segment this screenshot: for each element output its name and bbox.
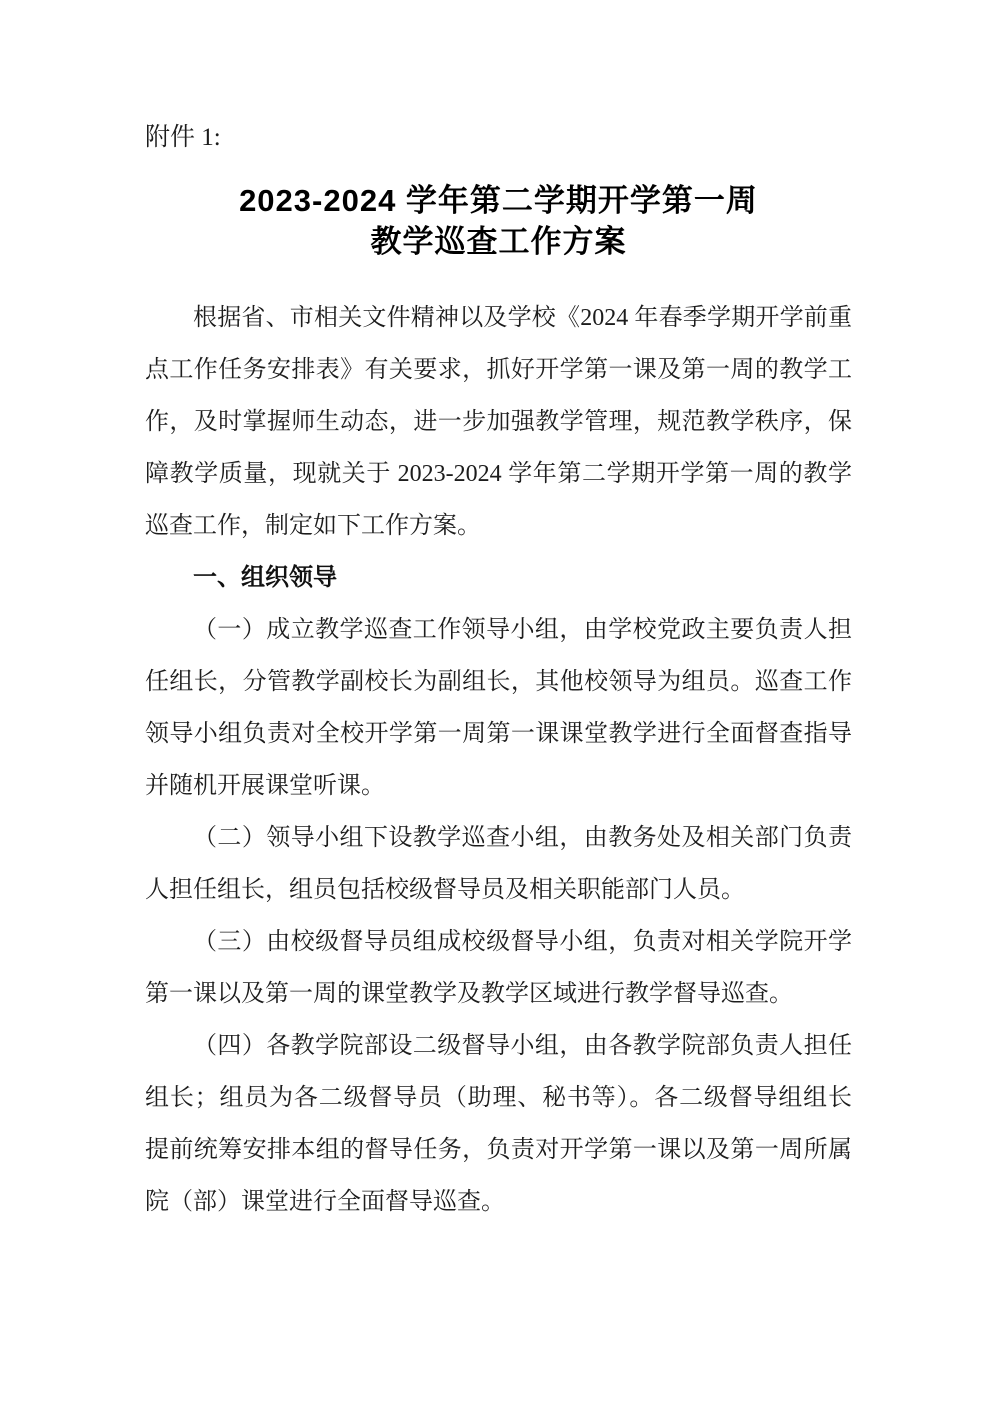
attachment-label: 附件 1:: [145, 124, 221, 151]
section-heading-organization: 一、组织领导: [193, 565, 337, 591]
title-line-2: 教学巡查工作方案: [370, 224, 627, 259]
section-item-3: （三）由校级督导员组成校级督导小组，负责对相关学院开学第一课以及第一周的课堂教学及教学区域进行教学督导巡查。: [145, 929, 852, 1007]
title-line-1: 2023-2024 学年第二学期开学第一周: [239, 183, 758, 218]
section-item-2: （二）领导小组下设教学巡查小组，由教务处及相关部门负责人担任组长，组员包括校级督导员及相关职能部门人员。: [145, 825, 852, 903]
document-title: [145, 180, 852, 262]
intro-paragraph: 根据省、市相关文件精神以及学校《2024 年春季学期开学前重点工作任务安排表》有关要求，抓好开学第一课及第一周的教学工作，及时掌握师生动态，进一步加强教学管理，规范教学秩序，保障教学质量，现就关于 2023-2024 学年第二学期开学第一周的教学巡查工作，制定如下工作方案。: [145, 305, 852, 539]
section-item-1: （一）成立教学巡查工作领导小组，由学校党政主要负责人担任组长，分管教学副校长为副组长，其他校领导为组员。巡查工作领导小组负责对全校开学第一周第一课课堂教学进行全面督查指导并随机开展课堂听课。: [145, 617, 852, 799]
section-item-4: （四）各教学院部设二级督导小组，由各教学院部负责人担任组长；组员为各二级督导员（助理、秘书等）。各二级督导组组长提前统筹安排本组的督导任务，负责对开学第一课以及第一周所属院（部）课堂进行全面督导巡查。: [145, 1033, 852, 1215]
